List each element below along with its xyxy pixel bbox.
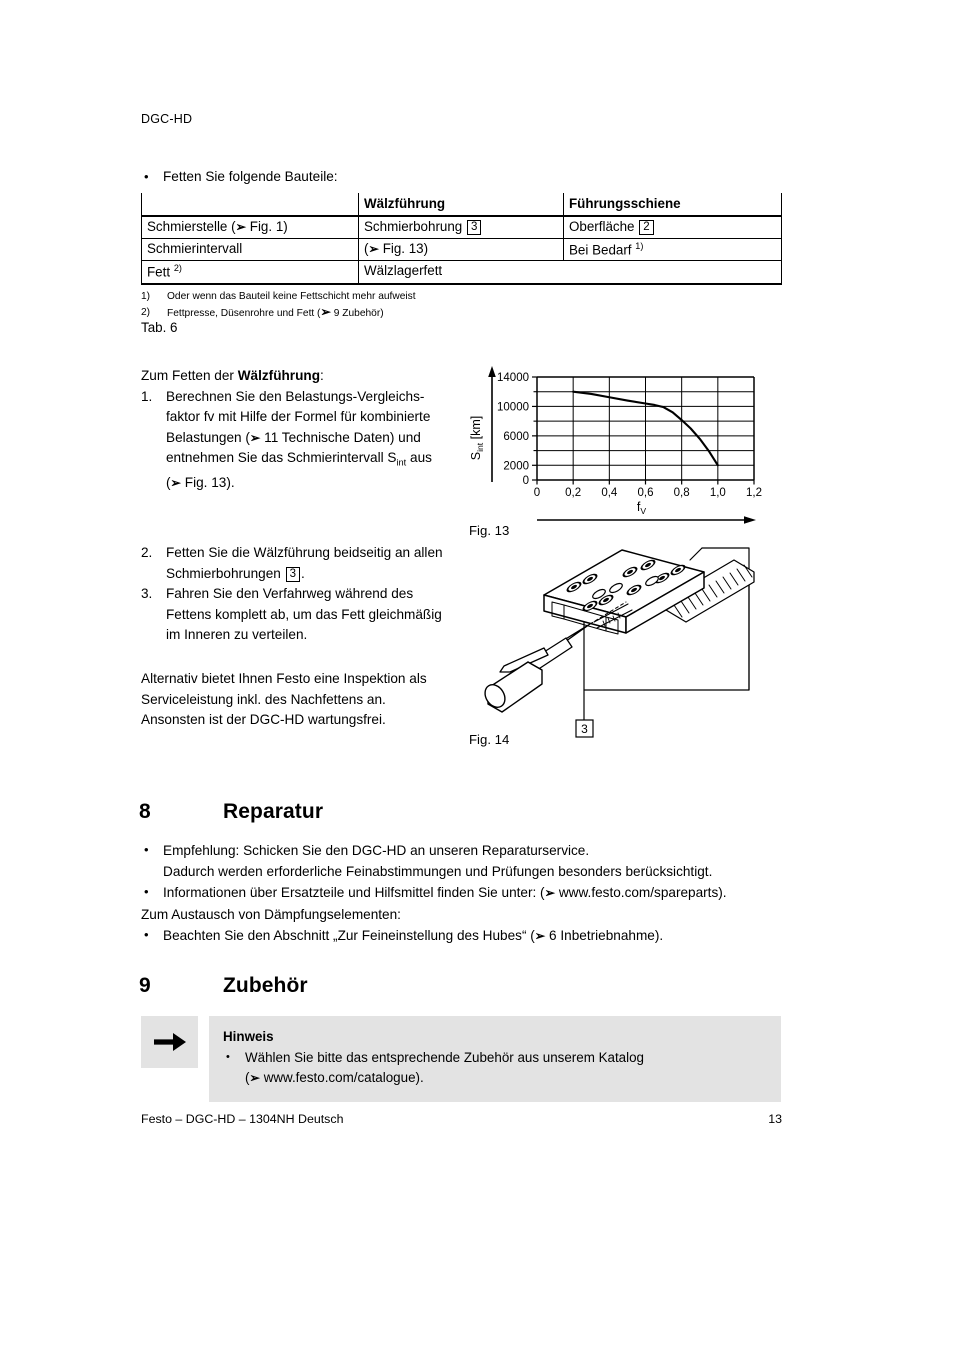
cell-ref: Fig. 1 <box>249 219 284 234</box>
section-8-body <box>141 840 801 947</box>
step-line-post: . <box>301 565 305 581</box>
step-item-1 <box>141 387 457 494</box>
step-line-ref: 11 Technische Daten <box>264 429 390 445</box>
figure-14-callout-3 <box>576 720 593 737</box>
section8-plain-line: Zum Austausch von Dämpfungselementen: <box>141 907 401 922</box>
chart-ytick-label: 10000 <box>497 401 529 414</box>
step-line: faktor fv mit Hilfe der Formel für kombinierte <box>166 409 431 424</box>
lead-in-pre: Zum Fetten der <box>141 368 238 383</box>
chart-ytick-label: 14000 <box>497 372 529 385</box>
note-line2-pre: ( <box>245 1070 250 1085</box>
arrow-right-icon: ➢ <box>249 430 261 445</box>
note-icon-container <box>141 1016 198 1068</box>
page-number: 13 <box>768 1112 782 1126</box>
note-title: Hinweis <box>223 1029 274 1044</box>
step-line: im Inneren zu verteilen. <box>166 627 308 642</box>
section-9-title: Zubehör <box>223 974 308 997</box>
bullet-text-pre: Beachten Sie den Abschnitt „Zur Feineinstellung des Hubes“ ( <box>163 928 535 943</box>
figure-14 <box>466 538 776 747</box>
bullet-icon: • <box>226 1051 230 1063</box>
note-box <box>141 1016 781 1102</box>
step-line: Berechnen Sie den Belastungs-Vergleichs- <box>166 388 425 404</box>
cell-schmierstelle <box>142 216 359 239</box>
table-header-waelzfuehrung: Wälzführung <box>359 193 564 216</box>
lubrication-interval-chart <box>466 360 776 517</box>
subscript-int: int <box>396 457 407 468</box>
callout-tick <box>690 548 702 560</box>
bullet-icon: • <box>144 169 149 184</box>
footnote-number: 2) <box>141 306 151 318</box>
step-line <box>166 564 457 585</box>
footnote-marker-2: 2) <box>173 263 182 274</box>
arrow-right-icon: ➢ <box>170 476 182 491</box>
chart-xtick-label: 0 <box>533 487 541 499</box>
note-content <box>209 1016 781 1102</box>
paragraph-line: Ansonsten ist der DGC-HD wartungsfrei. <box>141 712 386 727</box>
chart-ylabel <box>469 416 485 461</box>
bullet-icon: • <box>144 927 149 942</box>
footnote-number: 1) <box>141 291 151 302</box>
step-line-pre: Belastungen ( <box>166 429 250 445</box>
cell-ref: Fig. 13 <box>382 241 424 256</box>
chart-xtick-label: 1,2 <box>746 487 762 499</box>
step-line-ref: Fig. 13 <box>184 475 227 491</box>
cell-schmierintervall: Schmierintervall <box>142 239 359 261</box>
ylabel-base: S <box>469 451 483 461</box>
chart-xaxis-arrow-head <box>744 516 756 523</box>
step-body <box>166 387 457 494</box>
cell-waelzlagerfett: Wälzlagerfett <box>359 261 782 284</box>
arrow-right-icon: ➢ <box>544 886 556 900</box>
step-line-pre: entnehmen Sie das Schmierintervall S <box>166 450 397 465</box>
lead-in-post: : <box>320 368 324 383</box>
chart-ytick-label: 2000 <box>503 460 529 473</box>
step-number: 1. <box>141 388 153 404</box>
cell-text: Schmierbohrung <box>364 219 463 234</box>
section8-continuation: Dadurch werden erforderliche Feinabstimmungen und Prüfungen besonders berücksichtigt. <box>163 864 713 879</box>
step-line-pre: ( <box>166 475 171 491</box>
table-header-fuehrungsschiene: Führungsschiene <box>564 193 782 216</box>
cell-schmierbohrung <box>359 216 564 239</box>
step-line <box>166 448 457 473</box>
cell-text: Schmierstelle ( <box>147 219 236 234</box>
bullet-link[interactable]: www.festo.com/spareparts <box>558 885 719 900</box>
chart-ytick-label: 6000 <box>503 431 529 444</box>
step-number: 2. <box>141 545 153 560</box>
figure-13-caption: Fig. 13 <box>469 523 510 538</box>
callout-3-label: 3 <box>581 722 588 736</box>
step-line: Fettens komplett ab, um das Fett gleichmäßig <box>166 606 442 622</box>
paragraph-line: Alternativ bietet Ihnen Festo eine Inspektion als <box>141 671 427 686</box>
section-9-number: 9 <box>139 974 151 997</box>
callout-box-2: 2 <box>639 220 653 235</box>
bullet-text: Empfehlung: Schicken Sie den DGC-HD an unseren Reparaturservice. <box>163 843 590 858</box>
grease-points-table <box>141 193 782 285</box>
section-8-heading <box>139 800 323 824</box>
chart-xtick-label: 0,8 <box>673 487 690 499</box>
cell-tail: ) <box>423 241 429 256</box>
bullet-text <box>163 882 801 904</box>
note-link[interactable]: www.festo.com/catalogue <box>263 1070 416 1085</box>
numbered-step-list-2 <box>141 543 457 646</box>
cell-bei-bedarf <box>564 239 782 261</box>
step-line-post: aus <box>406 450 432 465</box>
section-8-title: Reparatur <box>223 800 324 823</box>
section-9-heading <box>139 974 308 998</box>
step-line-post: ) und <box>389 429 421 445</box>
step-line <box>166 428 457 449</box>
table-row <box>142 239 782 261</box>
figure-13 <box>466 360 776 540</box>
page-header: DGC-HD <box>141 112 193 126</box>
step-number: 3. <box>141 586 153 601</box>
numbered-step-list <box>141 387 457 494</box>
cell-pre: ( <box>364 241 369 256</box>
bullet-text-post: ). <box>718 885 727 900</box>
step-item-2 <box>141 543 457 584</box>
alternative-paragraph <box>141 669 471 731</box>
footnote-ref: 9 Zubehör <box>333 307 381 319</box>
footnote-text: Oder wenn das Bauteil keine Fettschicht mehr aufweist <box>167 291 416 302</box>
cell-fig13-ref <box>359 239 564 261</box>
footnote-text-pre: Fettpresse, Düsenrohre und Fett ( <box>167 307 321 319</box>
ylabel-unit: [km] <box>469 415 483 443</box>
bullet-text <box>163 925 801 947</box>
table-row <box>142 216 782 239</box>
chart-plot-area <box>497 372 762 524</box>
table-header-blank <box>142 193 359 216</box>
arrow-right-icon <box>153 1031 187 1053</box>
table-header-row <box>142 193 782 216</box>
cell-oberflaeche <box>564 216 782 239</box>
step-line-post: ). <box>226 475 235 491</box>
cell-text: Oberfläche <box>569 219 635 234</box>
chart-xtick-label: 0,4 <box>601 487 618 499</box>
lead-in-bold: Wälzführung <box>237 368 321 383</box>
arrow-right-icon: ➢ <box>534 929 546 943</box>
footer-text: Festo – DGC-HD – 1304NH Deutsch <box>141 1112 344 1126</box>
note-bullet <box>223 1048 767 1088</box>
step-body <box>166 543 457 584</box>
note-bullet-text <box>245 1048 767 1088</box>
chart-xtick-label: 0,6 <box>637 487 654 499</box>
cell-tail: ) <box>283 219 288 234</box>
figure-14-caption: Fig. 14 <box>469 732 510 747</box>
section8-bullet-2 <box>141 882 801 904</box>
intro-bullet-text: Fetten Sie folgende Bauteile: <box>163 169 338 184</box>
cell-text: Bei Bedarf <box>569 242 632 258</box>
step-line-pre: Schmierbohrungen <box>166 565 285 581</box>
instructions-steps-2-3 <box>141 543 457 646</box>
chart-xtick-label: 0,2 <box>565 487 582 499</box>
cell-text: Fett <box>147 264 171 280</box>
bullet-icon: • <box>144 842 149 857</box>
cell-fett <box>142 261 359 284</box>
footnote-1 <box>141 289 781 305</box>
step-line: Fahren Sie den Verfahrweg während des <box>166 586 414 601</box>
arrow-right-icon: ➢ <box>235 220 247 234</box>
footnote-text-tail: ) <box>380 307 384 319</box>
step-line: Fetten Sie die Wälzführung beidseitig an allen <box>166 545 443 560</box>
table-row <box>142 261 782 284</box>
chart-xtick-label: 1,0 <box>709 487 726 499</box>
bullet-text-pre: Informationen über Ersatzteile und Hilfsmittel finden Sie unter: ( <box>163 885 545 900</box>
chart-xlabel: $f_V$ <box>636 500 647 517</box>
ylabel-sub: int <box>475 442 486 452</box>
footnote-text <box>167 305 384 322</box>
footnote-2 <box>141 305 781 322</box>
note-line2-post: ). <box>415 1070 424 1085</box>
table-caption: Tab. 6 <box>141 320 178 335</box>
bullet-text-post: ). <box>654 928 664 943</box>
section8-bullet-1 <box>141 840 801 861</box>
step-line <box>166 473 457 494</box>
instructions-block <box>141 366 457 494</box>
greasing-illustration <box>466 538 776 738</box>
arrow-right-icon: ➢ <box>368 242 379 256</box>
paragraph-line: Serviceleistung inkl. des Nachfettens an. <box>141 691 386 707</box>
callout-box-3: 3 <box>286 567 300 582</box>
bullet-ref: 6 Inbetriebnahme <box>545 928 655 943</box>
intro-bullet <box>141 167 781 186</box>
section-8-number: 8 <box>139 800 151 823</box>
section8-bullet-3 <box>141 925 801 947</box>
callout-box-3: 3 <box>467 220 481 235</box>
step-item-3 <box>141 584 457 646</box>
table-footnotes <box>141 289 781 321</box>
chart-yaxis-arrow <box>488 366 496 377</box>
instructions-lead-in <box>141 366 457 387</box>
bullet-icon: • <box>144 884 149 899</box>
chart-ytick-label: 0 <box>522 475 529 488</box>
step-body <box>166 584 457 646</box>
footnote-marker-1: 1) <box>635 241 644 251</box>
note-bullet-line-1: Wählen Sie bitte das entsprechende Zubehör aus unserem Katalog <box>245 1050 644 1065</box>
arrow-right-icon: ➢ <box>249 1071 260 1085</box>
note-bullet-line-2 <box>245 1068 767 1088</box>
arrow-right-icon: ➢ <box>320 304 331 319</box>
